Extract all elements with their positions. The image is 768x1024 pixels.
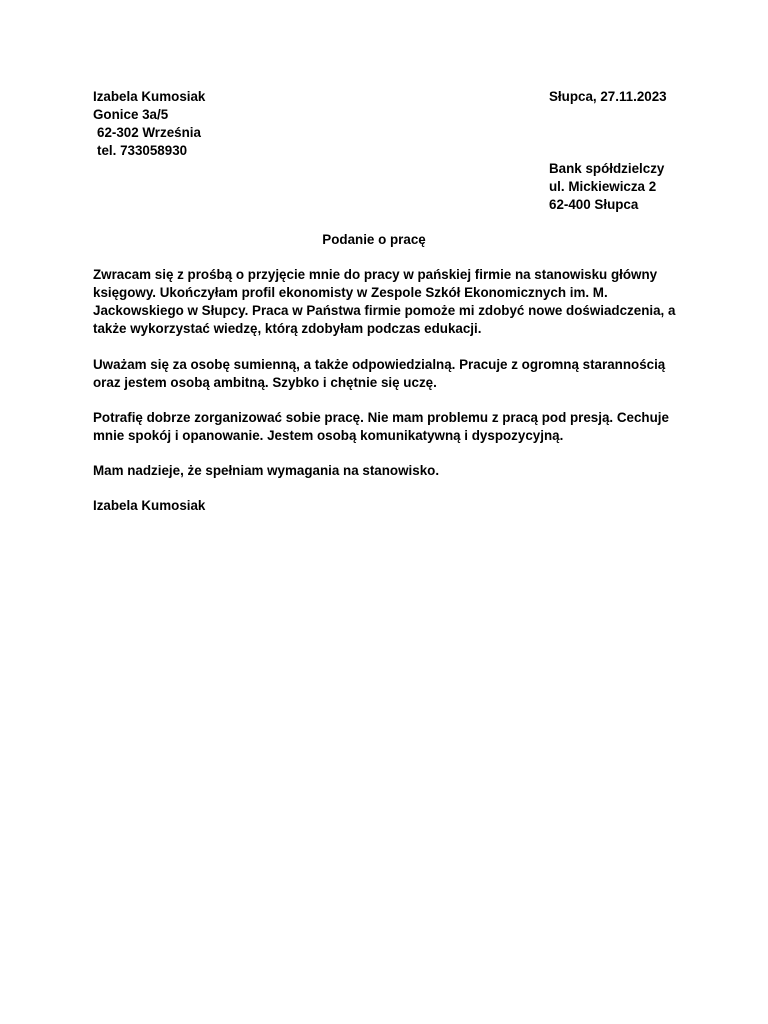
paragraph-line: Zwracam się z prośbą o przyjęcie mnie do pracy w pańskiej firmie na stanowisku główny <box>93 267 658 282</box>
paragraph-2 <box>93 356 683 392</box>
signature: Izabela Kumosiak <box>93 498 206 513</box>
paragraph-1 <box>93 266 683 338</box>
letter-title: Podanie o pracę <box>322 232 426 247</box>
paragraph-line: Jackowskiego w Słupcy. Praca w Państwa firmie pomoże mi zdobyć nowe doświadczenia, a <box>93 303 676 318</box>
recipient-postal-city: 62-400 Słupca <box>549 197 639 212</box>
sender-postal-city: 62-302 Września <box>97 125 201 140</box>
sender-name: Izabela Kumosiak <box>93 89 206 104</box>
letter-title-row <box>0 231 768 249</box>
sender-street: Gonice 3a/5 <box>93 107 169 122</box>
place-date: Słupca, 27.11.2023 <box>549 89 667 104</box>
paragraph-line: oraz jestem osobą ambitną. Szybko i chętnie się uczę. <box>93 375 437 390</box>
paragraph-line: także wykorzystać wiedzę, którą zdobyłam podczas edukacji. <box>93 321 482 336</box>
paragraph-line: mnie spokój i opanowanie. Jestem osobą komunikatywną i dyspozycyjną. <box>93 428 564 443</box>
paragraph-3 <box>93 409 683 445</box>
sender-block <box>93 88 205 160</box>
recipient-street: ul. Mickiewicza 2 <box>549 179 657 194</box>
sender-phone: tel. 733058930 <box>97 143 188 158</box>
paragraph-line: księgowy. Ukończyłam profil ekonomisty w Zespole Szkół Ekonomicznych im. M. <box>93 285 608 300</box>
recipient-name: Bank spółdzielczy <box>549 161 665 176</box>
paragraph-line: Mam nadzieje, że spełniam wymagania na stanowisko. <box>93 463 440 478</box>
paragraph-line: Uważam się za osobę sumienną, a także odpowiedzialną. Pracuje z ogromną starannością <box>93 357 666 372</box>
recipient-block <box>549 160 664 214</box>
paragraph-line: Potrafię dobrze zorganizować sobie pracę. Nie mam problemu z pracą pod presją. Cechuje <box>93 410 669 425</box>
paragraph-4 <box>93 462 683 480</box>
